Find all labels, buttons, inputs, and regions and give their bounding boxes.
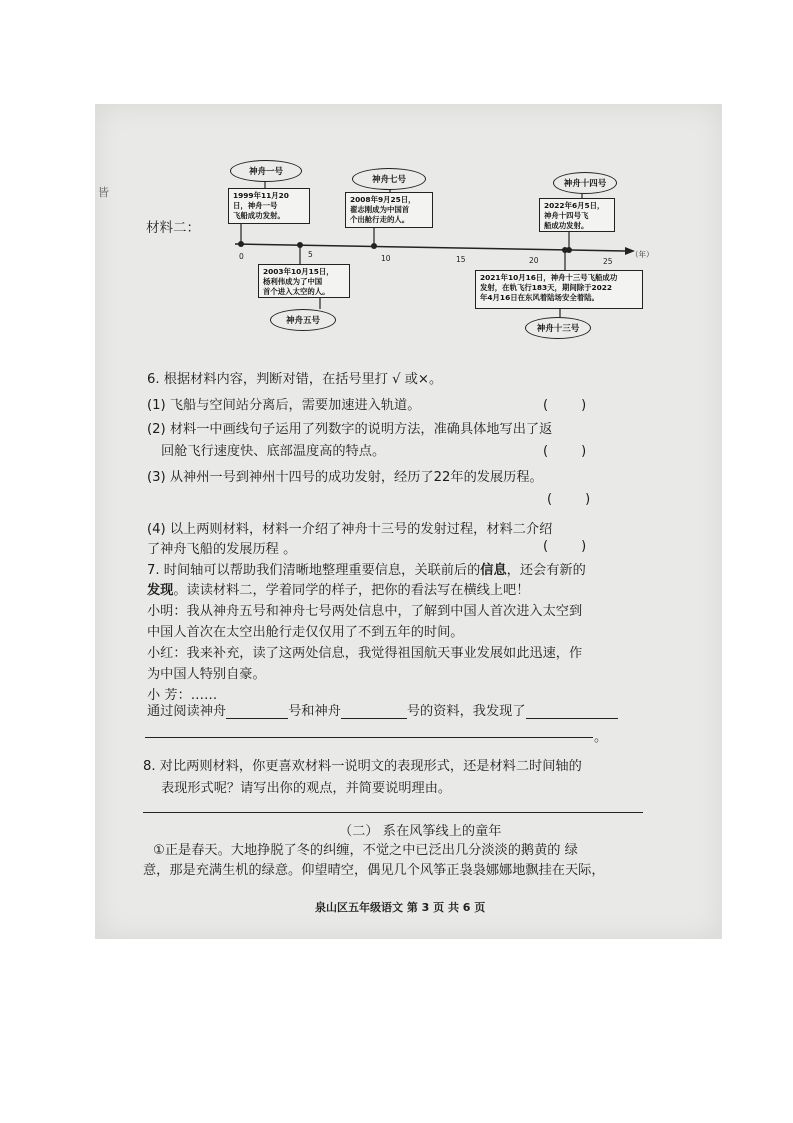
box-shenzhou13 [475,270,643,309]
q7-line-6: 为中国人特别自豪。 [147,667,266,682]
q7-line-5: 小红：我来补充，读了这两处信息，我觉得祖国航天事业发展如此迅速，作 [147,646,583,661]
oval-shenzhou1: 神舟一号 [230,160,302,182]
page-footer: 泉山区五年级语文 第 3 页 共 6 页 [315,901,486,914]
text-line: 翟志刚成为中国首 [350,205,410,214]
tick-label: （年） [631,250,654,259]
q7-fill-text: 号和神舟 [288,704,341,719]
q8-line-1: 8. 对比两则材料，你更喜欢材料一说明文的表现形式，还是材料二时间轴的 [143,759,582,774]
q7-end-mark: 。 [594,730,608,745]
q6-answer-1[interactable]: ( ) [543,398,587,413]
q7-fill-text: 号的资料，我发现了 [406,704,526,719]
q7-bold-word: 发现 [147,583,174,598]
q7-line-1 [147,559,586,578]
tick-label: 5 [308,250,313,259]
text-line: 日，神舟一号 [233,201,278,210]
q7-fill-text: 通过阅读神舟 [147,704,227,719]
oval-shenzhou7: 神舟七号 [352,168,426,190]
text-line: 2022年6月5日， [544,201,605,210]
tick-label: 0 [239,252,244,261]
text-line: 2021年10月16日，神舟十三号飞船成功 [480,273,618,282]
q7-text: 7. 时间轴可以帮助我们清晰地整理重要信息，关联前后的 [147,563,481,578]
q7-text: 。读读材料二，学着同学的样子，把你的看法写在横线上吧！ [173,583,530,598]
q6-item-1: (1) 飞船与空间站分离后，需要加速进入轨道。 [147,398,421,413]
oval-shenzhou13: 神舟十三号 [525,317,591,339]
q7-line-2 [147,579,529,598]
text-line: 发射，在轨飞行183天，期间除于2022 [480,283,613,292]
oval-shenzhou14: 神舟十四号 [553,172,617,194]
text-line: 首个进入太空的人。 [263,287,330,296]
tick-label: 25 [603,257,613,266]
q7-text: ，还会有新的 [506,563,586,578]
q7-bold-word: 信息 [480,563,507,578]
q7-line-3: 小明：我从神舟五号和神舟七号两处信息中，了解到中国人首次进入太空到 [147,604,583,619]
box-shenzhou14 [539,198,615,232]
q6-item-4-cont: 了神舟飞船的发展历程 。 [147,542,297,557]
text-line: 飞船成功发射。 [233,211,285,220]
q8-answer-line[interactable] [143,812,643,813]
q6-answer-4[interactable]: ( ) [543,539,587,554]
q7-answer-line[interactable] [145,737,593,738]
section2-title: （二） 系在风筝线上的童年 [339,824,502,839]
tick-label: 15 [456,255,466,264]
text-line: 1999年11月20 [233,191,289,200]
q6-item-2-cont: 回舱飞行速度快、底部温度高的特点。 [161,444,386,459]
box-shenzhou7 [345,192,433,228]
text-line: 神舟十四号飞 [544,211,589,220]
text-line: 个出舱行走的人。 [350,215,410,224]
q7-line-7: 小 芳：…… [147,688,218,703]
text-line: 2008年9月25日， [350,195,416,204]
text-line: 杨利伟成为了中国 [263,277,323,286]
q7-blank-2[interactable] [341,704,407,719]
exam-page [95,104,722,939]
section2-para-2: 意，那是充满生机的绿意。仰望晴空，偶见几个风筝正袅袅娜娜地飘挂在天际， [143,863,605,878]
box-shenzhou1 [228,188,310,224]
text-line: 年4月16日在东风着陆场安全着陆。 [480,293,599,302]
text-line: 船成功发射。 [544,221,589,230]
oval-shenzhou5: 神舟五号 [270,309,336,331]
q7-fill-line [147,700,618,719]
q6-item-2: (2) 材料一中画线句子运用了列数字的说明方法，准确具体地写出了返 [147,422,553,437]
q7-line-4: 中国人首次在太空出舱行走仅仅用了不到五年的时间。 [147,625,464,640]
box-shenzhou5 [258,264,350,298]
stray-mark: 皆 [98,186,109,199]
tick-label: 10 [381,254,391,263]
q7-blank-1[interactable] [226,704,288,719]
tick-label: 20 [529,256,539,265]
q6-item-3: (3) 从神州一号到神州十四号的成功发射，经历了22年的发展历程。 [147,470,543,485]
q6-answer-2[interactable]: ( ) [543,444,587,459]
q8-line-2: 表现形式呢？请写出你的观点，并简要说明理由。 [161,781,452,796]
material2-label: 材料二： [146,220,200,236]
q6-item-4: (4) 以上两则材料，材料一介绍了神舟十三号的发射过程，材料二介绍 [147,522,553,537]
section2-para-1: ①正是春天。大地挣脱了冬的纠缠，不觉之中已泛出几分淡淡的鹅黄的 绿 [153,843,578,858]
q7-blank-3[interactable] [526,704,618,719]
text-line: 2003年10月15日， [263,267,334,276]
q6-title: 6. 根据材料内容，判断对错，在括号里打 √ 或×。 [147,372,443,387]
q6-answer-3[interactable]: ( ) [547,492,591,507]
